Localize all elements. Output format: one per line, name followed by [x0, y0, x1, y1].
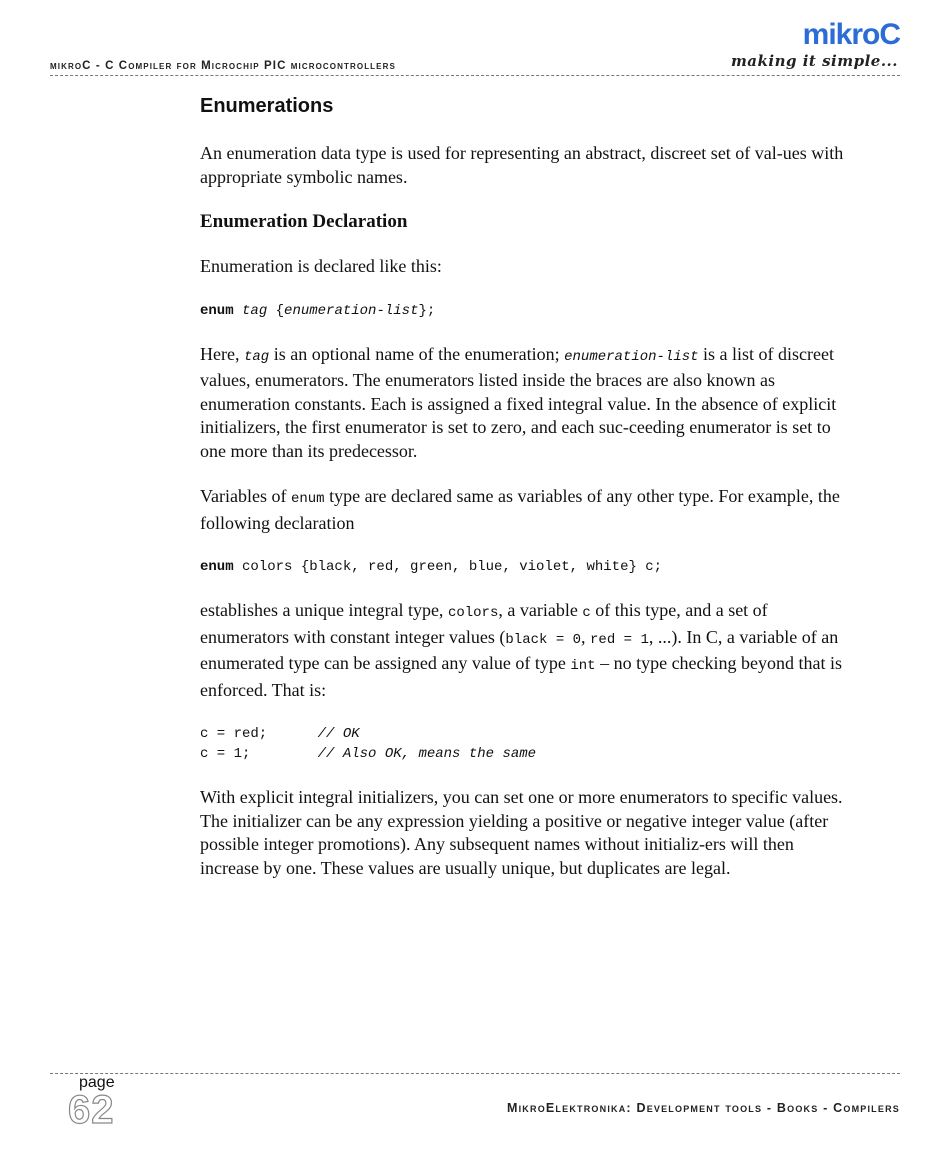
here-text-3: is a list of discreet values, enumerators. The enumerators listed inside the braces are also known as enumeration constants. Each is assigned a fixed integral value. In the absence of explicit initializers, the first enumerator is set to zero, and each suc-ceeding enumerator is set to one more than its predecessor. [200, 343, 837, 461]
code-colors-rest: colors {black, red, green, blue, violet, white} c; [233, 559, 663, 575]
establishes-text-4: , ...). In C, a variable of an enumerated type can be assigned any value of type [200, 626, 839, 673]
brand-tagline: making it simple... [730, 52, 898, 70]
code-close-brace: }; [418, 302, 436, 319]
inline-code-tag: tag [243, 348, 270, 365]
running-header-title: mikroC - C Compiler for Microchip PIC microcontrollers [50, 60, 396, 72]
colors-declaration-code [200, 557, 850, 577]
page-number: 62 [68, 1088, 115, 1132]
here-paragraph [200, 343, 850, 464]
page-content [200, 95, 850, 902]
explicit-initializers-paragraph: With explicit integral initializers, you can set one or more enumerators to specific values. The initializer can be any expression yielding a positive or negative integer value (after possible integer promotions). Any subsequent names without initializ-ers will then increase by one. These values are usually unique, but duplicates are legal. [200, 787, 843, 878]
code-keyword: enum [200, 559, 234, 575]
variables-text-1: Variables of [200, 486, 291, 506]
footer-divider [50, 1073, 900, 1074]
inline-code-c: c [582, 605, 591, 621]
here-text-1: Here, [200, 343, 244, 364]
inline-code-int: int [570, 658, 596, 674]
establishes-paragraph [200, 599, 850, 702]
intro-paragraph: An enumeration data type is used for representing an abstract, discreet set of val-ues with appropriate symbolic names. [200, 143, 844, 187]
inline-code-enum: enum [290, 491, 325, 507]
inline-code-enum-list: enumeration-list [564, 348, 699, 365]
code-statement: c = red; [200, 726, 318, 742]
enum-syntax-code [200, 301, 850, 321]
establishes-text-3: of this type, and a set of enumerators with constant integer values ( [200, 600, 768, 647]
code-comment: // Also OK, means the same [317, 746, 537, 762]
code-open-brace: { [267, 302, 285, 319]
code-line [200, 724, 850, 744]
subsection-heading: Enumeration Declaration [200, 211, 408, 232]
here-text-2: is an optional name of the enumeration; [269, 343, 565, 364]
code-keyword: enum [200, 302, 234, 319]
assignment-code-block [200, 724, 850, 764]
code-statement: c = 1; [200, 746, 318, 762]
code-comment: // OK [317, 726, 360, 742]
inline-code-colors: colors [447, 605, 499, 621]
inline-code-black: black = 0 [505, 631, 582, 648]
code-enum-list: enumeration-list [284, 302, 419, 319]
variables-text-2: type are declared same as variables of any other type. For example, the following declaration [200, 486, 840, 533]
inline-code-red: red = 1 [590, 631, 649, 648]
footer-publisher-text: MikroElektronika: Development tools - Books - Compilers [506, 1101, 900, 1115]
code-tag: tag [242, 302, 268, 319]
establishes-comma: , [581, 626, 591, 647]
code-line [200, 744, 850, 764]
brand-logo: mikroC [802, 18, 900, 51]
declared-like-paragraph: Enumeration is declared like this: [200, 256, 442, 276]
establishes-text-2: , a variable [498, 600, 583, 620]
page-label: page [79, 1074, 115, 1091]
header-divider [50, 75, 900, 76]
establishes-text-5: – no type checking beyond that is enforced. That is: [200, 653, 843, 700]
variables-paragraph [200, 485, 850, 535]
establishes-text-1: establishes a unique integral type, [200, 600, 448, 620]
section-title: Enumerations [200, 95, 334, 117]
